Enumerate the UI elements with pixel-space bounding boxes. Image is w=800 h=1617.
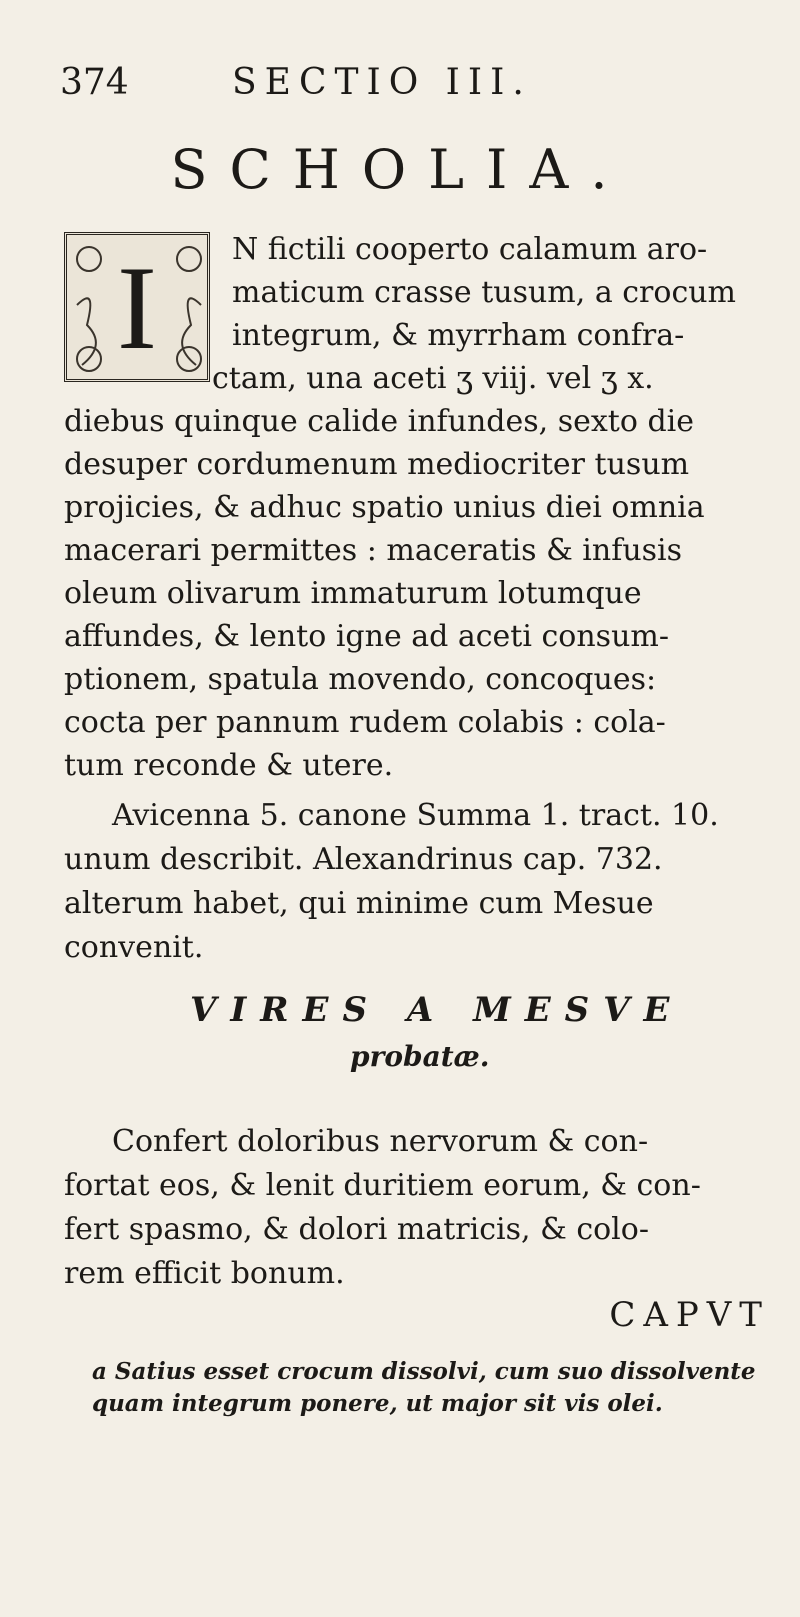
text-line: convenit.: [64, 930, 204, 965]
text-line: affundes, & lento igne ad aceti consum-: [64, 619, 669, 654]
running-head: SECTIO III.: [232, 62, 532, 103]
section-heading: VIRES A MESVE: [190, 990, 684, 1030]
decorated-initial: [64, 232, 210, 382]
text-line: integrum, & myrrham confra-: [232, 318, 685, 353]
page-header: [60, 62, 770, 112]
text-line: N fictili cooperto calamum aro-: [232, 232, 708, 267]
drop-cap-letter: I: [117, 241, 157, 374]
text-line: maticum crasse tusum, a crocum: [232, 275, 737, 310]
text-line: fert spasmo, & dolori matricis, & colo-: [64, 1212, 649, 1247]
section-subheading: probatæ.: [350, 1040, 490, 1073]
text-line: diebus quinque calide infundes, sexto die: [64, 404, 694, 439]
text-line: Avicenna 5. canone Summa 1. tract. 10.: [112, 798, 719, 833]
text-line: Confert doloribus nervorum & con-: [112, 1124, 649, 1159]
catchword: CAPVT: [609, 1295, 770, 1335]
text-line: ptionem, spatula movendo, concoques:: [64, 662, 657, 697]
text-line: rem efficit bonum.: [64, 1256, 345, 1291]
text-line: oleum olivarum immaturum lotumque: [64, 576, 642, 611]
text-line: macerari permittes : maceratis & infusis: [64, 533, 683, 568]
footnote-line: quam integrum ponere, ut major sit vis olei.: [92, 1390, 663, 1417]
text-line: projicies, & adhuc spatio unius diei omnia: [64, 490, 705, 525]
text-line: tum reconde & utere.: [64, 748, 394, 783]
text-line: fortat eos, & lenit duritiem eorum, & con-: [64, 1168, 701, 1203]
text-line: ctam, una aceti ʒ viij. vel ʒ x.: [212, 361, 654, 396]
text-line: desuper cordumenum mediocriter tusum: [64, 447, 690, 482]
footnote-line: a Satius esset crocum dissolvi, cum suo dissolvente: [92, 1358, 756, 1385]
text-line: cocta per pannum rudem colabis : cola-: [64, 705, 666, 740]
page-number: 374: [60, 62, 129, 103]
text-line: unum describit. Alexandrinus cap. 732.: [64, 842, 663, 877]
text-line: alterum habet, qui minime cum Mesue: [64, 886, 654, 921]
section-title: SCHOLIA.: [170, 138, 630, 201]
